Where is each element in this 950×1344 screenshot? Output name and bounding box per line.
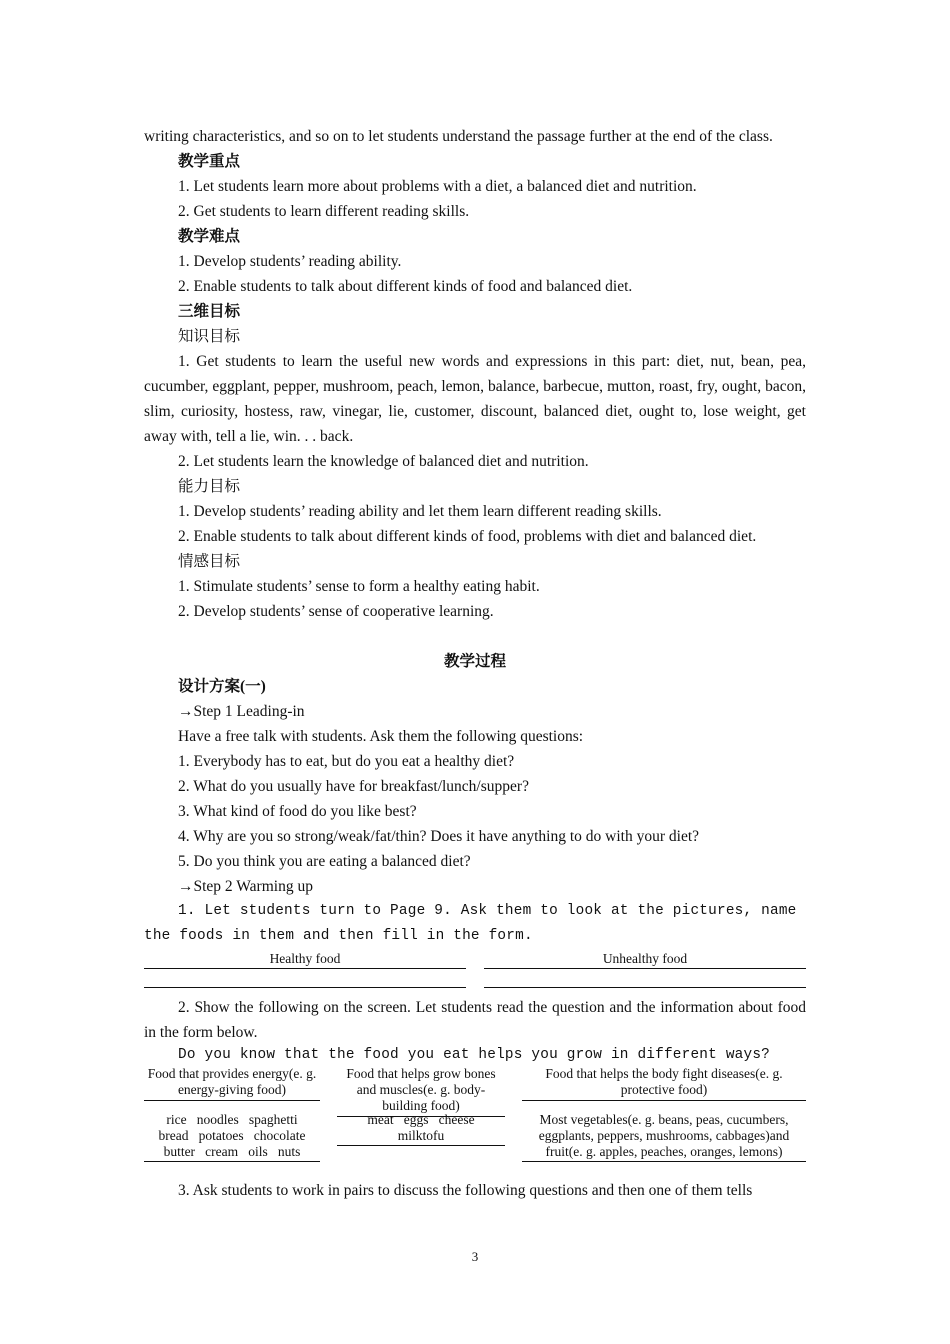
plan-heading: 设计方案(一) xyxy=(178,678,266,695)
ability-goal-item: 2. Enable students to talk about different kinds of food, problems with diet and balanced diet. xyxy=(178,528,757,545)
step1-question: 3. What kind of food do you like best? xyxy=(178,803,417,820)
unhealthy-food-blank xyxy=(484,969,806,988)
food-column-body xyxy=(144,1112,320,1162)
goals-heading: 三维目标 xyxy=(178,303,241,320)
healthy-food-blank xyxy=(144,969,466,988)
step1-question: 5. Do you think you are eating a balanced diet? xyxy=(178,853,471,870)
intro-paragraph: writing characteristics, and so on to let students understand the passage further at the end of the class. xyxy=(144,128,773,145)
knowledge-goal-item: 1. Get students to learn the useful new words and expressions in this part: diet, nut, bean, pea, cucumber, eggplant, pepper, mushroom, peach, lemon, balance, barbecue, mutton, roast, fry, ought, bacon, slim, curiosity, hostess, raw, vinegar, lie, customer, discount, balanced diet, ought to, lose weight, get away with, tell a lie, win. . . back. xyxy=(144,353,806,445)
food-cell: rice noodles spaghetti xyxy=(166,1112,298,1127)
unhealthy-food-header: Unhealthy food xyxy=(484,949,806,969)
key-points-heading: 教学重点 xyxy=(178,153,241,170)
difficulty-item: 1. Develop students’ reading ability. xyxy=(178,253,402,270)
food-column-header: Food that helps the body fight diseases(e. g. protective food) xyxy=(522,1066,806,1101)
food-column-body xyxy=(337,1112,505,1146)
food-column-body xyxy=(522,1112,806,1162)
page-number: 3 xyxy=(471,1249,479,1264)
emotion-goals-heading: 情感目标 xyxy=(178,553,241,570)
emotion-goal-item: 1. Stimulate students’ sense to form a healthy eating habit. xyxy=(178,578,540,595)
ability-goals-heading: 能力目标 xyxy=(178,478,241,495)
difficulty-item: 2. Enable students to talk about different kinds of food and balanced diet. xyxy=(178,278,633,295)
healthy-food-header: Healthy food xyxy=(144,949,466,969)
healthy-food-column xyxy=(144,949,466,988)
step2-item3: 3. Ask students to work in pairs to discuss the following questions and then one of them tells xyxy=(178,1182,753,1199)
food-column-header: Food that provides energy(e. g. energy-giving food) xyxy=(144,1066,320,1101)
food-cell: butter cream oils nuts xyxy=(163,1144,301,1159)
food-column-header: Food that helps grow bones and muscles(e. g. body-building food) xyxy=(337,1066,505,1117)
difficulties-heading: 教学难点 xyxy=(178,228,241,245)
food-cell: meat eggs cheese xyxy=(367,1112,475,1127)
food-cell: Most vegetables(e. g. beans, peas, cucumbers, xyxy=(539,1112,789,1127)
food-cell: milktofu xyxy=(397,1128,445,1143)
step1-question: 4. Why are you so strong/weak/fat/thin? Does it have anything to do with your diet? xyxy=(178,828,700,845)
emotion-goal-item: 2. Develop students’ sense of cooperative learning. xyxy=(178,603,494,620)
food-column-protective xyxy=(522,1066,806,1159)
step2-heading: →Step 2 Warming up xyxy=(178,878,313,895)
document-page xyxy=(144,124,806,1203)
ability-goal-item: 1. Develop students’ reading ability and let them learn different reading skills. xyxy=(178,503,662,520)
food-question: Do you know that the food you eat helps you grow in different ways? xyxy=(178,1047,770,1063)
food-column-bodybuilding xyxy=(337,1066,505,1143)
knowledge-goal-item: 2. Let students learn the knowledge of balanced diet and nutrition. xyxy=(178,453,589,470)
unhealthy-food-column xyxy=(484,949,806,988)
key-point-item: 1. Let students learn more about problems with a diet, a balanced diet and nutrition. xyxy=(178,178,697,195)
knowledge-goals-heading: 知识目标 xyxy=(178,328,241,345)
step2-item1: 1. Let students turn to Page 9. Ask them to look at the pictures, name the foods in them and then fill in the form. xyxy=(144,903,797,944)
step1-heading: →Step 1 Leading-in xyxy=(178,703,305,720)
food-cell: bread potatoes chocolate xyxy=(158,1128,306,1143)
food-cell: fruit(e. g. apples, peaches, oranges, lemons) xyxy=(545,1144,783,1159)
step1-question: 1. Everybody has to eat, but do you eat a healthy diet? xyxy=(178,753,515,770)
food-column-energy xyxy=(144,1066,320,1159)
food-cell: eggplants, peppers, mushrooms, cabbages)and xyxy=(538,1128,790,1143)
step1-intro: Have a free talk with students. Ask them the following questions: xyxy=(178,728,584,745)
step1-question: 2. What do you usually have for breakfast/lunch/supper? xyxy=(178,778,529,795)
healthy-unhealthy-form xyxy=(144,949,806,995)
process-heading: 教学过程 xyxy=(443,653,506,670)
key-point-item: 2. Get students to learn different reading skills. xyxy=(178,203,470,220)
food-table xyxy=(144,1066,806,1184)
step2-item2: 2. Show the following on the screen. Let students read the question and the information about food in the form below. xyxy=(144,999,806,1041)
